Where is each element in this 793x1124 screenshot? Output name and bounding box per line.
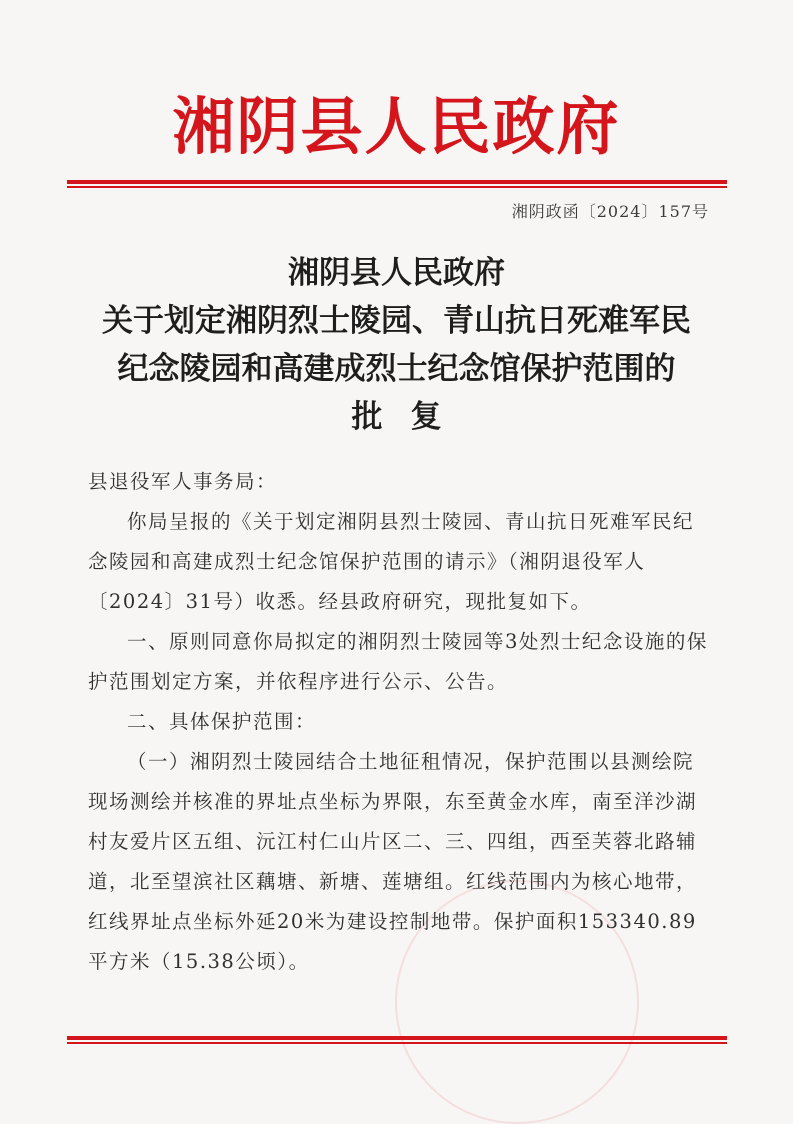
paragraph-1: 你局呈报的《关于划定湘阴县烈士陵园、青山抗日死难军民纪念陵园和高建成烈士纪念馆保护范围的请示》（湘阴退役军人〔2024〕31号）收悉。经县政府研究，现批复如下。 [88, 510, 695, 613]
paragraph-2: 一、原则同意你局拟定的湘阴烈士陵园等3处烈士纪念设施的保护范围划定方案，并依程序进行公示、公告。 [88, 630, 708, 693]
title-line-2: 关于划定湘阴烈士陵园、青山抗日死难军民 [102, 303, 691, 339]
footer-red-line [67, 1036, 727, 1040]
paragraph-4: （一）湘阴烈士陵园结合土地征租情况，保护范围以县测绘院现场测绘并核准的界址点坐标为界限，东至黄金水库，南至洋沙湖村友爱片区五组、沅江村仁山片区二、三、四组，西至芙蓉北路辅道，北至望滨社区藕塘、新塘、莲塘组。红线范围内为核心地带，红线界址点坐标外延20米为建设控制地带。保护面积153340.89平方米（15.38公顷）。 [88, 750, 698, 973]
document-body [88, 462, 713, 982]
title-line-3: 纪念陵园和高建成烈士纪念馆保护范围的 [117, 351, 676, 387]
masthead-title: 湘阴县人民政府 [172, 90, 621, 163]
document-number: 湘阴政函〔2024〕157号 [511, 202, 709, 221]
addressee: 县退役军人事务局： [88, 470, 278, 493]
header-red-line [67, 180, 727, 184]
title-line-1: 湘阴县人民政府 [288, 255, 505, 291]
footer-red-line-thin [67, 1042, 727, 1044]
title-line-4: 批复 [351, 399, 470, 435]
header-red-line-thin [67, 186, 727, 188]
paragraph-3: 二、具体保护范围： [127, 710, 317, 733]
